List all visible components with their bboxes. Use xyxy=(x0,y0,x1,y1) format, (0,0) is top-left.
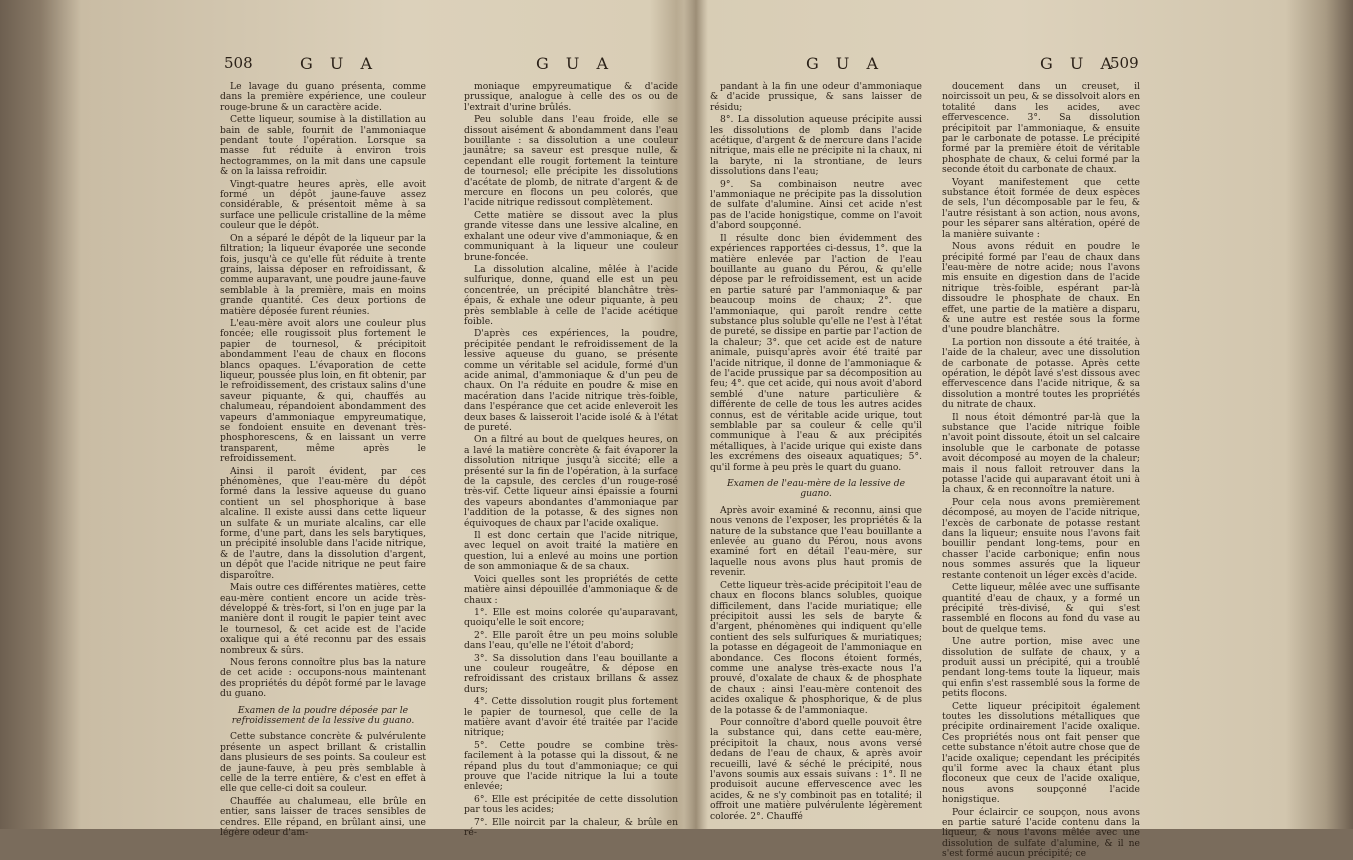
paragraph: Mais outre ces différentes matières, cette eau-mère contient encore un acide très-développé & très-fort, si l'on en juge par la manière dont il rougit le papier teint avec le tournesol, & cet acide est de l'acide oxalique qui a été reconnu par des essais nombreux & sûrs. xyxy=(220,582,426,656)
paragraph: Vingt-quatre heures après, elle avoit formé un dépôt jaune-fauve assez considérable, & présentoit même à sa surface une pellicule cristalline de la même couleur que le dépôt. xyxy=(220,178,426,232)
paragraph: Voyant manifestement que cette substance étoit formée de deux espèces de sels, l'un décomposable par le feu, & l'autre résistant à son action, nous avons, pour les séparer sans altération, opéré de la manière suivante : xyxy=(942,176,1140,240)
paragraph: Cette matière se dissout avec la plus grande vitesse dans une lessive alcaline, en exhalant une odeur vive d'ammoniaque, & en communiquant à la liqueur une couleur brune-foncée. xyxy=(464,209,678,263)
paragraph: Peu soluble dans l'eau froide, elle se dissout aisément & abondamment dans l'eau bouillante : sa dissolution a une couleur jaunâtre; sa saveur est presque nulle, & cependant elle rougit fortement la teinture de tournesol; elle précipite les dissolutions d'acétate de plomb, de nitrate d'argent & de mercure en flocons un peu colorés, que l'acide nitrique redissout complètement. xyxy=(464,114,678,209)
paragraph: doucement dans un creuset, il noircissoit un peu, & se dissolvoit alors en totalité dans les acides, avec effervescence. 3°. Sa dissolution précipitoit par l'ammoniaque, & ensuite par le carbonate de potasse. Le précipité formé par la première étoit de véritable phosphate de chaux, & celui formé par la seconde étoit du carbonate de chaux. xyxy=(942,81,1140,176)
paragraph: Voici quelles sont les propriétés de cette matière ainsi dépouillée d'ammoniaque & de chaux : xyxy=(464,573,678,606)
paragraph: L'eau-mère avoit alors une couleur plus foncée; elle rougissoit plus fortement le papier de tournesol, & précipitoit abondamment l'eau de chaux en flocons blancs opaques. L'évaporation de cette liqueur, poussée plus loin, en fit obtenir, par le refroidissement, des cristaux salins d'une saveur piquante, & qui, chauffés au chalumeau, répandoient abondamment des vapeurs d'ammoniaque empyreumatique, se fondoient ensuite en devenant très-phosphorescens, & en laissant un verre transparent, même après le refroidissement. xyxy=(220,317,426,465)
left-page xyxy=(220,52,682,839)
paragraph: 9°. Sa combinaison neutre avec l'ammoniaque ne précipite pas la dissolution de sulfate d'alumine. Ainsi cet acide n'est pas de l'acide honigstique, comme on l'avoit d'abord soupçonné. xyxy=(710,178,922,232)
left-page-header xyxy=(220,52,682,78)
right-page-header xyxy=(710,52,1140,78)
right-running-head-1: G U A xyxy=(806,54,884,73)
paragraph: Nous ferons connoître plus bas la nature de cet acide : occupons-nous maintenant des propriétés du dépôt formé par le lavage du guano. xyxy=(220,656,426,700)
paragraph: La portion non dissoute a été traitée, à l'aide de la chaleur, avec une dissolution de carbonate de potasse. Après cette opération, le dépôt lavé s'est dissous avec effervescence dans l'acide nitrique, & sa dissolution a montré toutes les propriétés du nitrate de chaux. xyxy=(942,336,1140,411)
left-running-head-2: G U A xyxy=(536,54,614,73)
paragraph: Il nous étoit démontré par-là que la substance que l'acide nitrique foible n'avoit point dissoute, étoit un sel calcaire insoluble que le carbonate de potasse avoit décomposé au moyen de la chaleur; mais il nous falloit retrouver dans la potasse l'acide qui auparavant étoit uni à la chaux, & en reconnoître la nature. xyxy=(942,411,1140,496)
paragraph: On a séparé le dépôt de la liqueur par la filtration; la liqueur évaporée une seconde fois, jusqu'à ce qu'elle fût réduite à trente grains, laissa déposer en refroidissant, & comme auparavant, une poudre jaune-fauve semblable à la première, mais en moins grande quantité. Ces deux portions de matière déposée furent réunies. xyxy=(220,232,426,317)
paragraph: Pour éclaircir ce soupçon, nous avons en partie saturé l'acide contenu dans la liqueur, & nous l'avons mêlée avec une dissolution de sulfate d'alumine, & il ne s'est formé aucun précipité; ce xyxy=(942,806,1140,860)
paragraph: Ainsi il paroît évident, par ces phénomènes, que l'eau-mère du dépôt formé dans la lessive aqueuse du guano contient un sel phosphorique à base alcaline. Il existe aussi dans cette liqueur un sulfate & un muriate alcalins, car elle forme, d'une part, dans les sels barytiques, un précipité insoluble dans l'acide nitrique, & de l'autre, dans la dissolution d'argent, un dépôt que l'acide nitrique ne peut faire disparoître. xyxy=(220,465,426,581)
right-page-number: 509 xyxy=(1110,54,1139,72)
paragraph: 7°. Elle noircit par la chaleur, & brûle en ré- xyxy=(464,816,678,839)
paragraph: Cette liqueur, mêlée avec une suffisante quantité d'eau de chaux, y a formé un précipité très-divisé, & qui s'est rassemblé en flocons au fond du vase au bout de quelque tems. xyxy=(942,582,1140,635)
left-page-number: 508 xyxy=(224,54,253,72)
paragraph: Il résulte donc bien évidemment des expériences rapportées ci-dessus, 1°. que la matière enlevée par l'action de l'eau bouillante au guano du Pérou, & qu'elle dépose par le refroidissement, est un acide en partie saturé par l'ammoniaque & par beaucoup moins de chaux; 2°. que l'ammoniaque, qui paroît rendre cette substance plus soluble qu'elle ne l'est à l'état de pureté, se dissipe en partie par l'action de la chaleur; 3°. que cet acide est de nature animale, puisqu'après avoir été traité par l'acide nitrique, il donne de l'ammoniaque & de l'acide prussique par sa décomposition au feu; 4°. que cet acide, qui nous avoit d'abord semblé d'une nature particulière & différente de celle de tous les autres acides connus, est de véritable acide urique, tout semblable par sa couleur & celle qu'il communique à l'eau & aux précipités métalliques, à l'acide urique qui existe dans les excrémens des oiseaux aquatiques; 5°. qu'il forme à peu près le quart du guano. xyxy=(710,232,922,473)
paragraph: Nous avons réduit en poudre le précipité formé par l'eau de chaux dans l'eau-mère de notre acide; nous l'avons mis ensuite en digestion dans de l'acide nitrique très-foible, espérant par-là dissoudre le phosphate de chaux. En effet, une partie de la matière a disparu, & une autre est restée sous la forme d'une poudre blanchâtre. xyxy=(942,241,1140,336)
paragraph: 5°. Cette poudre se combine très-facilement à la potasse qui la dissout, & ne répand plus du tout d'ammoniaque; ce qui prouve que l'acide nitrique la lui a toute enlevée; xyxy=(464,739,678,793)
paragraph: Pour cela nous avons premièrement décomposé, au moyen de l'acide nitrique, l'excès de carbonate de potasse restant dans la liqueur; ensuite nous l'avons fait bouillir pendant long-tems, pour en chasser l'acide carbonique; enfin nous nous sommes assurés que la liqueur restante contenoit un léger excès d'acide. xyxy=(942,496,1140,581)
paragraph: Une autre portion, mise avec une dissolution de sulfate de chaux, y a produit aussi un précipité, qui a troublé pendant long-tems toute la liqueur, mais qui enfin s'est rassemblé sous la forme de petits flocons. xyxy=(942,636,1140,700)
paragraph: Il est donc certain que l'acide nitrique, avec lequel on avoit traité la matière en question, lui a enlevé au moins une portion de son ammoniaque & de sa chaux. xyxy=(464,530,678,573)
right-page xyxy=(710,52,1140,860)
section-heading: Examen de la poudre déposée par le refroidissement de la lessive du guano. xyxy=(231,704,415,726)
paragraph: Cette liqueur, soumise à la distillation au bain de sable, fournit de l'ammoniaque pendant toute l'opération. Lorsque sa masse fut réduite à environ trois hectogrammes, on la mit dans une capsule & on la laissa refroidir. xyxy=(220,114,426,178)
right-column-1 xyxy=(710,82,922,824)
paragraph: Cette substance concrète & pulvérulente présente un aspect brillant & cristallin dans plusieurs de ses points. Sa couleur est de jaune-fauve, à peu près semblable à celle de la terre entière, & c'est en effet à elle que celle-ci doit sa couleur. xyxy=(220,731,426,795)
paragraph: Le lavage du guano présenta, comme dans la première expérience, une couleur rouge-brune & un caractère acide. xyxy=(220,81,426,113)
paragraph: pandant à la fin une odeur d'ammoniaque & d'acide prussique, & sans laisser de résidu; xyxy=(710,81,922,113)
left-column-2 xyxy=(464,81,678,839)
paragraph: La dissolution alcaline, mêlée à l'acide sulfurique, donne, quand elle est un peu concentrée, un précipité blanchâtre très-épais, & exhale une odeur piquante, à peu près semblable à celle de l'acide acétique foible. xyxy=(464,263,678,327)
paragraph: moniaque empyreumatique & d'acide prussique, analogue à celle des os ou de l'extrait d'urine brûlés. xyxy=(464,81,678,113)
paragraph: 1°. Elle est moins colorée qu'auparavant, quoiqu'elle le soit encore; xyxy=(464,606,678,629)
paragraph: Après avoir examiné & reconnu, ainsi que nous venons de l'exposer, les propriétés & la nature de la substance que l'eau bouillante a enlevée au guano du Pérou, nous avons examiné fort en détail l'eau-mère, sur laquelle nous avons plus haut promis de revenir. xyxy=(710,504,922,579)
paragraph: 3°. Sa dissolution dans l'eau bouillante a une couleur rougeâtre, & dépose en refroidissant des cristaux brillans & assez durs; xyxy=(464,652,678,695)
paragraph: Pour connoître d'abord quelle pouvoit être la substance qui, dans cette eau-mère, précipitoit la chaux, nous avons versé dedans de l'eau de chaux, & après avoir recueilli, lavé & séché le précipité, nous l'avons soumis aux essais suivans : 1°. Il ne produisoit aucune effervescence avec les acides, & ne s'y combinoit pas en totalité; il offroit une matière pulvérulente légèrement colorée. 2°. Chauffé xyxy=(710,716,922,822)
paragraph: 2°. Elle paroît être un peu moins soluble dans l'eau, qu'elle ne l'étoit d'abord; xyxy=(464,629,678,652)
left-running-head-1: G U A xyxy=(300,54,378,73)
left-column-1 xyxy=(220,81,426,839)
paragraph: D'après ces expériences, la poudre, précipitée pendant le refroidissement de la lessive aqueuse du guano, se présente comme un véritable sel acidule, formé d'un acide animal, d'ammoniaque & d'un peu de chaux. On l'a réduite en poudre & mise en macération dans l'acide nitrique très-foible, dans l'espérance que cet acide enleveroit les deux bases & laisseroit l'acide isolé & à l'état de pureté. xyxy=(464,328,678,433)
paragraph: 6°. Elle est précipitée de cette dissolution par tous les acides; xyxy=(464,793,678,816)
paragraph: On a filtré au bout de quelques heures, on a lavé la matière concrète & fait évaporer la dissolution nitrique jusqu'à siccité; elle a présenté sur la fin de l'opération, à la surface de la capsule, des cercles d'un rouge-rosé très-vif. Cette liqueur ainsi épaissie a fourni des vapeurs abondantes d'ammoniaque par l'addition de la potasse, & des signes non équivoques de chaux par l'acide oxalique. xyxy=(464,434,678,529)
section-heading: Examen de l'eau-mère de la lessive de guano. xyxy=(726,478,906,500)
paragraph: Cette liqueur très-acide précipitoit l'eau de chaux en flocons blancs solubles, quoique difficilement, dans l'acide muriatique; elle précipitoit aussi les sels de baryte & d'argent, phénomènes qui indiquent qu'elle contient des sels sulfuriques & muriatiques; la potasse en dégageoit de l'ammoniaque en abondance. Ces flocons étoient formés, comme une analyse très-exacte nous l'a prouvé, d'oxalate de chaux & de phosphate de chaux : ainsi l'eau-mère contenoit des acides oxalique & phosphorique, & de plus de la potasse & de l'ammoniaque. xyxy=(710,579,922,716)
paragraph: Cette liqueur précipitoit également toutes les dissolutions métalliques que précipite ordinairement l'acide oxalique. Ces propriétés nous ont fait penser que cette substance n'étoit autre chose que de l'acide oxalique; cependant les précipités qu'il forme avec la chaux étant plus floconeux que ceux de l'acide oxalique, nous avons soupçonné l'acide honigstique. xyxy=(942,700,1140,806)
paragraph: 4°. Cette dissolution rougit plus fortement le papier de tournesol, que celle de la matière avant d'avoir été traitée par l'acide nitrique; xyxy=(464,696,678,739)
paragraph: 8°. La dissolution aqueuse précipite aussi les dissolutions de plomb dans l'acide acétique, d'argent & de mercure dans l'acide nitrique, mais elle ne précipite ni la chaux, ni la baryte, ni la strontiane, de leurs dissolutions dans l'eau; xyxy=(710,114,922,178)
right-running-head-2: G U A xyxy=(1040,54,1118,73)
right-column-2 xyxy=(942,81,1140,860)
paragraph: Chauffée au chalumeau, elle brûle en entier, sans laisser de traces sensibles de cendres. Elle répand, en brûlant ainsi, une légère odeur d'am- xyxy=(220,795,426,839)
book-gutter xyxy=(684,0,708,829)
